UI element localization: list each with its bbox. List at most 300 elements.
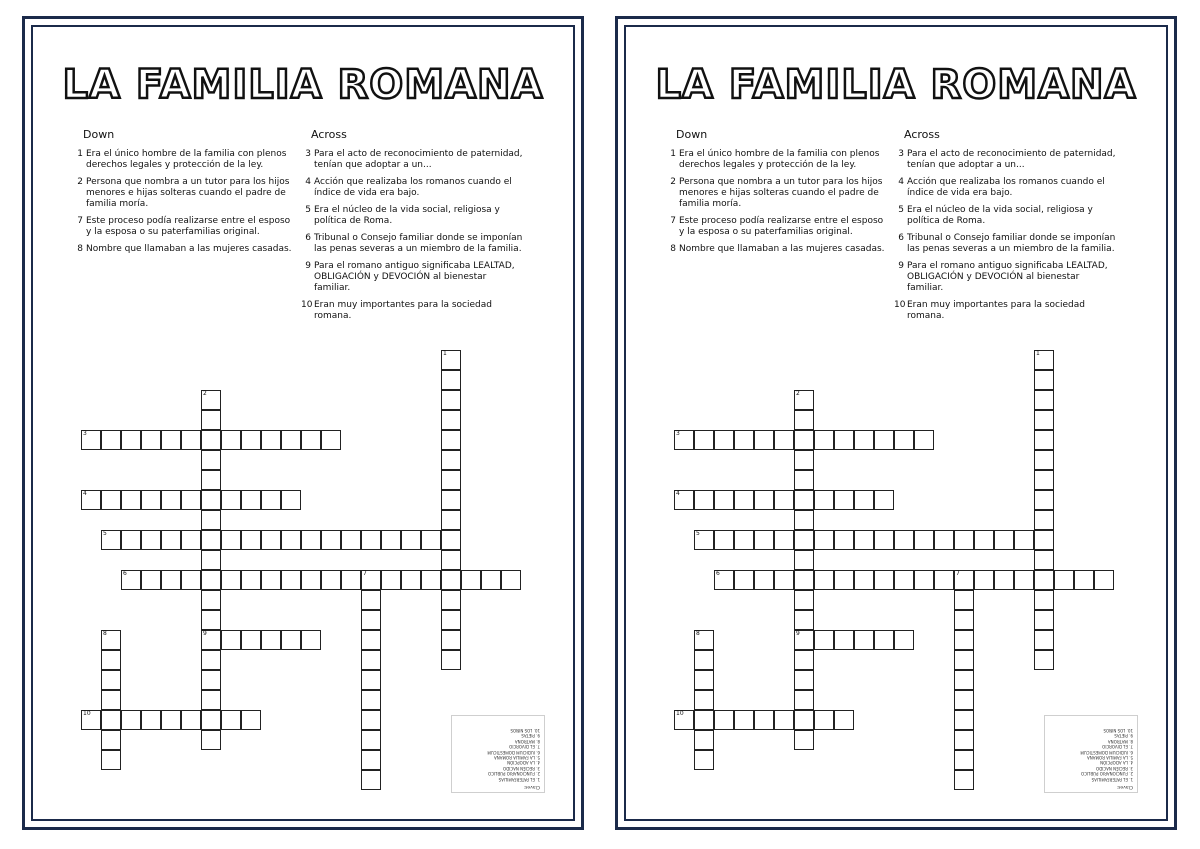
crossword-cell[interactable] [974, 530, 994, 550]
crossword-cell[interactable] [734, 490, 754, 510]
cell-number: 6 [123, 570, 127, 577]
crossword-cell[interactable] [854, 570, 874, 590]
crossword-cell[interactable] [441, 450, 461, 470]
crossword-cell[interactable] [1034, 590, 1054, 610]
answer-item: 4. LA ADOPCIÓN [507, 760, 540, 766]
crossword-cell[interactable] [854, 490, 874, 510]
answer-item: 7. EL DIVORCIO [509, 744, 540, 750]
clue-number: 2 [670, 177, 676, 187]
crossword-cell[interactable] [834, 530, 854, 550]
crossword-cell[interactable] [814, 570, 834, 590]
crossword-cell[interactable] [361, 710, 381, 730]
cell-number: 1 [1036, 350, 1040, 357]
clue-text: Nombre que llamaban a las mujeres casadas. [86, 244, 292, 254]
crossword-cell[interactable] [974, 570, 994, 590]
crossword-cell[interactable] [954, 650, 974, 670]
crossword-cell[interactable] [201, 690, 221, 710]
crossword-cell[interactable] [81, 710, 101, 730]
crossword-cell[interactable] [361, 670, 381, 690]
clue-text: Nombre que llamaban a las mujeres casadas. [679, 244, 885, 254]
crossword-cell[interactable] [854, 530, 874, 550]
crossword-cell[interactable] [674, 490, 694, 510]
crossword-cell[interactable] [894, 530, 914, 550]
crossword-cell[interactable] [774, 710, 794, 730]
crossword-cell[interactable] [1034, 350, 1054, 370]
crossword-cell[interactable] [794, 590, 814, 610]
crossword-cell[interactable] [774, 570, 794, 590]
clue-number: 3 [898, 149, 904, 159]
answer-item: 1. EL PATERFAMILIAS [498, 776, 540, 782]
crossword-grid [618, 19, 1174, 827]
crossword-cell[interactable] [101, 530, 121, 550]
crossword-cell[interactable] [694, 730, 714, 750]
crossword-cell[interactable] [834, 710, 854, 730]
crossword-cell[interactable] [101, 650, 121, 670]
crossword-cell[interactable] [381, 570, 401, 590]
answer-item: 9. PIETAS [1114, 733, 1133, 739]
crossword-cell[interactable] [441, 630, 461, 650]
crossword-cell[interactable] [754, 490, 774, 510]
crossword-cell[interactable] [221, 710, 241, 730]
crossword-cell[interactable] [794, 730, 814, 750]
worksheet-title: LA FAMILIA ROMANA [655, 62, 1137, 108]
crossword-cell[interactable] [201, 650, 221, 670]
crossword-cell[interactable] [261, 630, 281, 650]
crossword-cell[interactable] [281, 570, 301, 590]
crossword-cell[interactable] [221, 630, 241, 650]
crossword-cell[interactable] [734, 570, 754, 590]
crossword-cell[interactable] [694, 670, 714, 690]
crossword-cell[interactable] [714, 490, 734, 510]
crossword-cell[interactable] [754, 430, 774, 450]
crossword-cell[interactable] [201, 670, 221, 690]
crossword-cell[interactable] [814, 530, 834, 550]
crossword-cell[interactable] [441, 430, 461, 450]
crossword-cell[interactable] [694, 650, 714, 670]
crossword-cell[interactable] [141, 430, 161, 450]
crossword-cell[interactable] [1054, 570, 1074, 590]
crossword-cell[interactable] [914, 530, 934, 550]
crossword-cell[interactable] [241, 430, 261, 450]
crossword-cell[interactable] [261, 430, 281, 450]
crossword-cell[interactable] [954, 690, 974, 710]
crossword-cell[interactable] [141, 490, 161, 510]
crossword-cell[interactable] [794, 650, 814, 670]
crossword-cell[interactable] [361, 650, 381, 670]
crossword-cell[interactable] [321, 430, 341, 450]
crossword-cell[interactable] [794, 410, 814, 430]
crossword-cell[interactable] [281, 630, 301, 650]
crossword-cell[interactable] [201, 610, 221, 630]
crossword-cell[interactable] [754, 530, 774, 550]
crossword-cell[interactable] [854, 630, 874, 650]
crossword-cell[interactable] [814, 630, 834, 650]
worksheet-title: LA FAMILIA ROMANA [62, 62, 544, 108]
crossword-cell[interactable] [694, 710, 714, 730]
answer-item: 7. EL DIVORCIO [1102, 744, 1133, 750]
crossword-cell[interactable] [694, 750, 714, 770]
clue-text: Para el acto de reconocimiento de paternidad, tenían que adoptar a un... [907, 149, 1116, 170]
crossword-cell[interactable] [501, 570, 521, 590]
crossword-cell[interactable] [301, 430, 321, 450]
crossword-cell[interactable] [201, 710, 221, 730]
crossword-cell[interactable] [441, 590, 461, 610]
crossword-cell[interactable] [261, 490, 281, 510]
crossword-cell[interactable] [714, 570, 734, 590]
crossword-cell[interactable] [161, 490, 181, 510]
crossword-cell[interactable] [754, 710, 774, 730]
crossword-cell[interactable] [1014, 570, 1034, 590]
down-heading: Down [83, 128, 115, 141]
crossword-cell[interactable] [794, 570, 814, 590]
crossword-cell[interactable] [674, 710, 694, 730]
crossword-cell[interactable] [954, 570, 974, 590]
crossword-cell[interactable] [834, 490, 854, 510]
worksheet-page-right [615, 16, 1177, 830]
answer-item: 8. MATRONA [514, 738, 540, 744]
crossword-cell[interactable] [261, 530, 281, 550]
crossword-cell[interactable] [954, 670, 974, 690]
crossword-cell[interactable] [794, 490, 814, 510]
crossword-cell[interactable] [361, 770, 381, 790]
crossword-cell[interactable] [281, 530, 301, 550]
crossword-cell[interactable] [121, 430, 141, 450]
crossword-cell[interactable] [794, 630, 814, 650]
crossword-cell[interactable] [201, 510, 221, 530]
crossword-cell[interactable] [734, 710, 754, 730]
crossword-cell[interactable] [441, 570, 461, 590]
crossword-cell[interactable] [141, 570, 161, 590]
crossword-cell[interactable] [241, 630, 261, 650]
crossword-cell[interactable] [101, 750, 121, 770]
crossword-cell[interactable] [201, 590, 221, 610]
clue-number: 7 [670, 216, 676, 226]
crossword-cell[interactable] [101, 730, 121, 750]
crossword-cell[interactable] [181, 710, 201, 730]
crossword-cell[interactable] [1094, 570, 1114, 590]
crossword-cell[interactable] [1014, 530, 1034, 550]
crossword-cell[interactable] [441, 530, 461, 550]
crossword-cell[interactable] [181, 530, 201, 550]
crossword-cell[interactable] [361, 630, 381, 650]
clue-text: Acción que realizaba los romanos cuando el índice de vida era bajo. [314, 177, 512, 198]
crossword-cell[interactable] [221, 490, 241, 510]
answer-item: 3. RECIÉN NACIDO [502, 765, 540, 771]
clue-text: Persona que nombra a un tutor para los hijos menores e hijas solteras cuando el padre de familia moría. [679, 177, 883, 209]
crossword-cell[interactable] [141, 530, 161, 550]
crossword-cell[interactable] [241, 530, 261, 550]
crossword-cell[interactable] [1034, 610, 1054, 630]
crossword-cell[interactable] [201, 450, 221, 470]
answer-item: 9. PIETAS [521, 733, 540, 739]
crossword-cell[interactable] [774, 530, 794, 550]
answer-item: 5. LA FAMILIA ROMANA [1087, 754, 1133, 760]
cell-number: 8 [696, 630, 700, 637]
crossword-cell[interactable] [954, 730, 974, 750]
crossword-cell[interactable] [441, 610, 461, 630]
crossword-cell[interactable] [694, 530, 714, 550]
crossword-cell[interactable] [954, 710, 974, 730]
crossword-cell[interactable] [261, 570, 281, 590]
crossword-cell[interactable] [794, 390, 814, 410]
crossword-cell[interactable] [674, 430, 694, 450]
crossword-cell[interactable] [794, 550, 814, 570]
crossword-cell[interactable] [241, 490, 261, 510]
crossword-cell[interactable] [954, 590, 974, 610]
crossword-cell[interactable] [1034, 390, 1054, 410]
crossword-cell[interactable] [1034, 550, 1054, 570]
crossword-cell[interactable] [1034, 450, 1054, 470]
crossword-cell[interactable] [201, 530, 221, 550]
crossword-cell[interactable] [794, 610, 814, 630]
crossword-cell[interactable] [301, 630, 321, 650]
answer-key-heading: Claves: [1116, 784, 1133, 789]
crossword-cell[interactable] [421, 570, 441, 590]
cell-number: 3 [676, 430, 680, 437]
crossword-cell[interactable] [301, 570, 321, 590]
crossword-cell[interactable] [401, 570, 421, 590]
crossword-cell[interactable] [794, 530, 814, 550]
crossword-cell[interactable] [794, 510, 814, 530]
crossword-cell[interactable] [1034, 370, 1054, 390]
cell-number: 7 [363, 570, 367, 577]
crossword-cell[interactable] [754, 570, 774, 590]
crossword-cell[interactable] [694, 630, 714, 650]
clue-number: 5 [898, 205, 904, 215]
crossword-cell[interactable] [141, 710, 161, 730]
crossword-cell[interactable] [734, 430, 754, 450]
clue-text: Acción que realizaba los romanos cuando el índice de vida era bajo. [907, 177, 1105, 198]
crossword-cell[interactable] [201, 390, 221, 410]
crossword-cell[interactable] [874, 630, 894, 650]
crossword-cell[interactable] [994, 530, 1014, 550]
down-heading: Down [676, 128, 708, 141]
crossword-cell[interactable] [101, 430, 121, 450]
crossword-cell[interactable] [221, 430, 241, 450]
crossword-cell[interactable] [201, 630, 221, 650]
crossword-cell[interactable] [161, 570, 181, 590]
crossword-cell[interactable] [794, 690, 814, 710]
clue-text: Eran muy importantes para la sociedad romana. [907, 300, 1085, 321]
crossword-cell[interactable] [161, 530, 181, 550]
crossword-cell[interactable] [794, 670, 814, 690]
crossword-cell[interactable] [954, 630, 974, 650]
crossword-cell[interactable] [241, 710, 261, 730]
crossword-cell[interactable] [954, 610, 974, 630]
crossword-cell[interactable] [694, 430, 714, 450]
crossword-cell[interactable] [221, 530, 241, 550]
crossword-cell[interactable] [1034, 650, 1054, 670]
crossword-cell[interactable] [361, 690, 381, 710]
clue-text: Tribunal o Consejo familiar donde se imponían las penas severas a un miembro de la familia. [314, 233, 523, 254]
crossword-cell[interactable] [1034, 570, 1054, 590]
clue-number: 4 [305, 177, 311, 187]
crossword-cell[interactable] [101, 690, 121, 710]
crossword-cell[interactable] [914, 570, 934, 590]
crossword-cell[interactable] [181, 430, 201, 450]
cell-number: 4 [676, 490, 680, 497]
crossword-cell[interactable] [441, 490, 461, 510]
crossword-cell[interactable] [281, 430, 301, 450]
clue-text: Para el romano antiguo significaba LEALTAD, OBLIGACIÓN y DEVOCIÓN al bienestar familiar. [314, 261, 515, 293]
crossword-cell[interactable] [361, 590, 381, 610]
crossword-cell[interactable] [441, 550, 461, 570]
clue-number: 1 [670, 149, 676, 159]
crossword-cell[interactable] [1034, 510, 1054, 530]
clue-number: 1 [77, 149, 83, 159]
crossword-cell[interactable] [994, 570, 1014, 590]
crossword-cell[interactable] [201, 470, 221, 490]
crossword-cell[interactable] [834, 630, 854, 650]
crossword-cell[interactable] [161, 710, 181, 730]
crossword-cell[interactable] [1034, 630, 1054, 650]
crossword-cell[interactable] [441, 510, 461, 530]
crossword-cell[interactable] [814, 430, 834, 450]
answer-key-heading: Claves: [523, 784, 540, 789]
cell-number: 10 [83, 710, 91, 717]
answer-item: 4. LA ADOPCIÓN [1100, 760, 1133, 766]
crossword-cell[interactable] [361, 750, 381, 770]
crossword-cell[interactable] [894, 570, 914, 590]
crossword-cell[interactable] [794, 470, 814, 490]
crossword-cell[interactable] [714, 530, 734, 550]
crossword-cell[interactable] [381, 530, 401, 550]
crossword-cell[interactable] [361, 570, 381, 590]
crossword-cell[interactable] [954, 530, 974, 550]
crossword-cell[interactable] [694, 490, 714, 510]
cell-number: 2 [796, 390, 800, 397]
crossword-cell[interactable] [341, 570, 361, 590]
clue-text: Persona que nombra a un tutor para los hijos menores e hijas solteras cuando el padre de familia moría. [86, 177, 290, 209]
crossword-cell[interactable] [241, 570, 261, 590]
across-heading: Across [904, 128, 940, 141]
crossword-cell[interactable] [181, 570, 201, 590]
crossword-cell[interactable] [874, 490, 894, 510]
clue-text: Era el núcleo de la vida social, religiosa y política de Roma. [907, 205, 1093, 226]
crossword-cell[interactable] [121, 530, 141, 550]
crossword-cell[interactable] [1034, 470, 1054, 490]
crossword-cell[interactable] [914, 430, 934, 450]
crossword-cell[interactable] [201, 490, 221, 510]
crossword-cell[interactable] [441, 650, 461, 670]
crossword-cell[interactable] [161, 430, 181, 450]
crossword-cell[interactable] [441, 350, 461, 370]
crossword-cell[interactable] [461, 570, 481, 590]
crossword-cell[interactable] [81, 490, 101, 510]
crossword-cell[interactable] [1034, 490, 1054, 510]
crossword-cell[interactable] [481, 570, 501, 590]
crossword-cell[interactable] [954, 750, 974, 770]
crossword-cell[interactable] [441, 410, 461, 430]
crossword-cell[interactable] [774, 430, 794, 450]
crossword-cell[interactable] [281, 490, 301, 510]
crossword-cell[interactable] [101, 490, 121, 510]
clue-number: 2 [77, 177, 83, 187]
crossword-cell[interactable] [874, 570, 894, 590]
crossword-cell[interactable] [834, 570, 854, 590]
worksheet-page-left [22, 16, 584, 830]
crossword-cell[interactable] [201, 570, 221, 590]
crossword-cell[interactable] [934, 530, 954, 550]
crossword-cell[interactable] [794, 710, 814, 730]
crossword-grid [25, 19, 581, 827]
cell-number: 7 [956, 570, 960, 577]
crossword-cell[interactable] [934, 570, 954, 590]
crossword-cell[interactable] [874, 530, 894, 550]
answer-item: 5. LA FAMILIA ROMANA [494, 754, 540, 760]
answer-item: 10. LOS NIÑOS [1103, 727, 1133, 733]
crossword-cell[interactable] [201, 550, 221, 570]
crossword-cell[interactable] [694, 690, 714, 710]
clue-number: 5 [305, 205, 311, 215]
crossword-cell[interactable] [814, 490, 834, 510]
crossword-cell[interactable] [954, 770, 974, 790]
crossword-cell[interactable] [121, 710, 141, 730]
crossword-cell[interactable] [441, 470, 461, 490]
crossword-cell[interactable] [854, 430, 874, 450]
crossword-cell[interactable] [321, 570, 341, 590]
crossword-cell[interactable] [1034, 410, 1054, 430]
crossword-cell[interactable] [401, 530, 421, 550]
crossword-cell[interactable] [1034, 430, 1054, 450]
crossword-cell[interactable] [361, 530, 381, 550]
crossword-cell[interactable] [341, 530, 361, 550]
crossword-cell[interactable] [201, 430, 221, 450]
crossword-cell[interactable] [774, 490, 794, 510]
crossword-cell[interactable] [441, 390, 461, 410]
crossword-cell[interactable] [101, 630, 121, 650]
crossword-cell[interactable] [201, 730, 221, 750]
crossword-cell[interactable] [201, 410, 221, 430]
crossword-cell[interactable] [441, 370, 461, 390]
crossword-cell[interactable] [894, 430, 914, 450]
crossword-cell[interactable] [421, 530, 441, 550]
crossword-cell[interactable] [81, 430, 101, 450]
crossword-cell[interactable] [181, 490, 201, 510]
crossword-cell[interactable] [814, 710, 834, 730]
crossword-cell[interactable] [834, 430, 854, 450]
clue-text: Era el único hombre de la familia con plenos derechos legales y protección de la ley. [86, 149, 287, 170]
answer-item: 6. IUDICIUM DOMESTICUM [487, 749, 540, 755]
crossword-cell[interactable] [894, 630, 914, 650]
clue-number: 9 [898, 261, 904, 271]
crossword-cell[interactable] [361, 610, 381, 630]
clue-number: 6 [898, 233, 904, 243]
cell-number: 6 [716, 570, 720, 577]
crossword-cell[interactable] [221, 570, 241, 590]
crossword-cell[interactable] [874, 430, 894, 450]
crossword-cell[interactable] [714, 430, 734, 450]
crossword-cell[interactable] [121, 490, 141, 510]
crossword-cell[interactable] [101, 710, 121, 730]
crossword-cell[interactable] [1034, 530, 1054, 550]
crossword-cell[interactable] [794, 430, 814, 450]
crossword-cell[interactable] [301, 530, 321, 550]
crossword-cell[interactable] [794, 450, 814, 470]
crossword-cell[interactable] [101, 670, 121, 690]
crossword-cell[interactable] [321, 530, 341, 550]
crossword-cell[interactable] [121, 570, 141, 590]
answer-item: 3. RECIÉN NACIDO [1095, 765, 1133, 771]
crossword-cell[interactable] [714, 710, 734, 730]
clue-number: 7 [77, 216, 83, 226]
crossword-cell[interactable] [734, 530, 754, 550]
crossword-cell[interactable] [1074, 570, 1094, 590]
cell-number: 2 [203, 390, 207, 397]
clue-number: 6 [305, 233, 311, 243]
crossword-cell[interactable] [361, 730, 381, 750]
answer-item: 6. IUDICIUM DOMESTICUM [1080, 749, 1133, 755]
